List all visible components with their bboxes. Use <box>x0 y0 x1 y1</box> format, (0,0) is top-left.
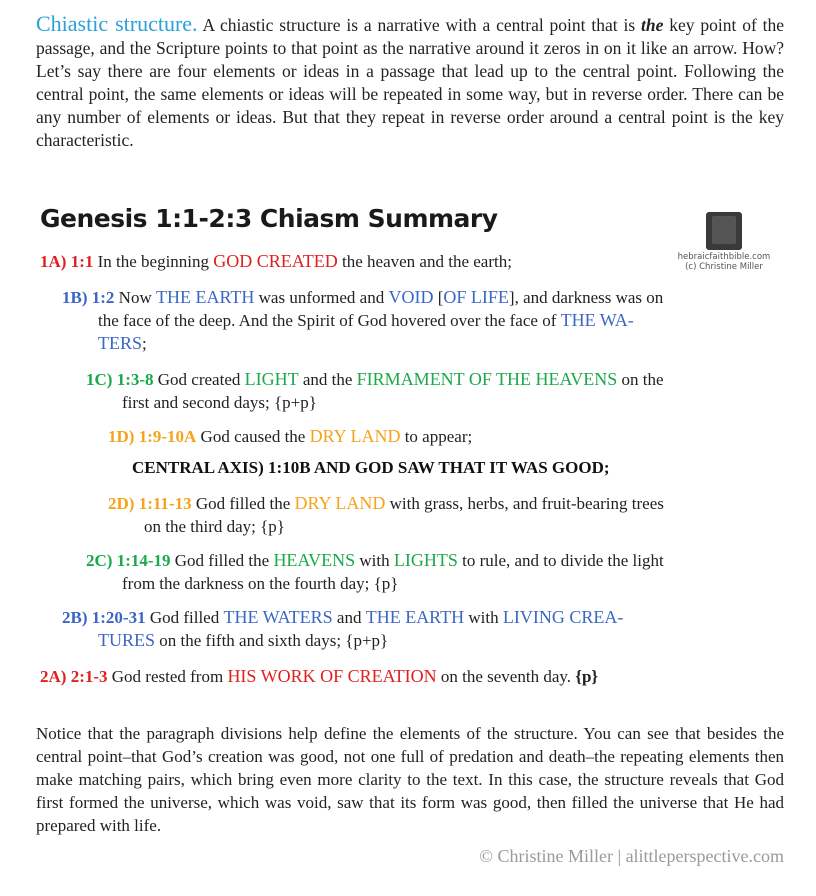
text: with <box>464 608 503 627</box>
intro-emphasis: the <box>641 15 664 35</box>
text: on the seventh day. <box>436 667 576 686</box>
chiasm-line-1a <box>40 250 512 273</box>
keyword: TURES <box>98 630 156 650</box>
keyword: HIS WORK OF CREATION <box>227 666 437 686</box>
chiasm-line-1c <box>86 368 786 414</box>
text: and <box>332 608 366 627</box>
keyword: LIGHT <box>244 369 299 389</box>
text: to rule, and to divide the light <box>457 551 664 570</box>
central-axis: CENTRAL AXIS) 1:10B AND GOD SAW THAT IT WAS GOOD; <box>132 458 610 477</box>
ref-1a: 1A) 1:1 <box>40 252 94 271</box>
text: on the third day; {p} <box>144 517 285 536</box>
keyword: DRY LAND <box>309 426 401 446</box>
intro-paragraph <box>36 12 784 152</box>
text: God filled <box>145 608 224 627</box>
chiasm-title: Genesis 1:1-2:3 Chiasm Summary <box>40 204 498 233</box>
keyword: TERS <box>98 333 143 353</box>
text: ; <box>142 334 147 353</box>
footer-credit[interactable]: © Christine Miller | alittleperspective.com <box>479 846 784 866</box>
keyword: LIVING CREA- <box>502 607 624 627</box>
logo-site: hebraicfaithbible.com <box>677 252 771 262</box>
text: and the <box>298 370 357 389</box>
logo[interactable] <box>676 212 772 272</box>
keyword: DRY LAND <box>294 493 386 513</box>
chiasm-line-2d <box>108 492 788 538</box>
chiasm-line-2a <box>40 665 598 688</box>
text: In the beginning <box>93 252 214 271</box>
ref-2b: 2B) 1:20-31 <box>62 608 146 627</box>
ref-2d: 2D) 1:11-13 <box>108 494 192 513</box>
chiasm-line-2c <box>86 549 786 595</box>
keyword: FIRMAMENT OF THE HEAVENS <box>356 369 618 389</box>
text: was unformed and <box>254 288 389 307</box>
bible-book-icon <box>706 212 742 250</box>
text: God filled the <box>170 551 274 570</box>
text: to appear; <box>400 427 473 446</box>
keyword: THE EARTH <box>365 607 465 627</box>
keyword: THE EARTH <box>155 287 255 307</box>
text: God filled the <box>191 494 295 513</box>
text: ], and darkness was on <box>508 288 664 307</box>
intro-text-before: A chiastic structure is a narrative with a central point that is <box>202 15 636 35</box>
text: [ <box>433 288 444 307</box>
text: the face of the deep. And the Spirit of God hovered over the face of <box>98 311 561 330</box>
keyword: VOID <box>388 287 434 307</box>
text: from the darkness on the fourth day; {p} <box>122 574 399 593</box>
chiasm-line-1b <box>62 286 782 355</box>
keyword: GOD CREATED <box>213 251 338 271</box>
outro-paragraph: Notice that the paragraph divisions help define the elements of the structure. You can see that besides the central point–that God’s creation was good, not one full of predation and death–the repeating elements then make matching pairs, which bring even more clarity to the text. In this case, the structure reveals that God first formed the universe, which was void, saw that its form was good, then filled the universe that He had prepared with life. <box>36 724 784 835</box>
text: the heaven and the earth; <box>337 252 512 271</box>
intro-heading: Chiastic structure. <box>36 11 198 36</box>
keyword: THE WATERS <box>223 607 333 627</box>
ref-2a: 2A) 2:1-3 <box>40 667 108 686</box>
text: on the <box>617 370 664 389</box>
text: first and second days; {p+p} <box>122 393 317 412</box>
ref-1b: 1B) 1:2 <box>62 288 115 307</box>
keyword: LIGHTS <box>393 550 458 570</box>
keyword: THE WA- <box>560 310 634 330</box>
text: on the fifth and sixth days; {p+p} <box>155 631 389 650</box>
keyword: HEAVENS <box>273 550 356 570</box>
logo-copyright: (c) Christine Miller <box>685 262 763 272</box>
text: God caused the <box>196 427 310 446</box>
text: {p} <box>575 667 599 686</box>
text: God rested from <box>107 667 228 686</box>
ref-1d: 1D) 1:9-10A <box>108 427 197 446</box>
text: with grass, herbs, and fruit-bearing trees <box>385 494 664 513</box>
ref-1c: 1C) 1:3-8 <box>86 370 154 389</box>
ref-2c: 2C) 1:14-19 <box>86 551 171 570</box>
chiasm-line-2b <box>62 606 782 652</box>
text: God created <box>153 370 245 389</box>
intro-text-after: key point of the passage, and the Scripture points to that point as the narrative around it zeros in on it like an arrow. How? Let’s say there are four elements or ideas in a passage that lead up to the central point. Following the central point, the same elements or ideas will be repeated in some way, but in reverse order. There can be any number of elements or ideas. But that they repeat in reverse order around a central point is the key characteristic. <box>36 15 785 150</box>
text: with <box>355 551 394 570</box>
text: Now <box>114 288 156 307</box>
chiasm-line-1d <box>108 425 472 448</box>
keyword: OF LIFE <box>443 287 509 307</box>
